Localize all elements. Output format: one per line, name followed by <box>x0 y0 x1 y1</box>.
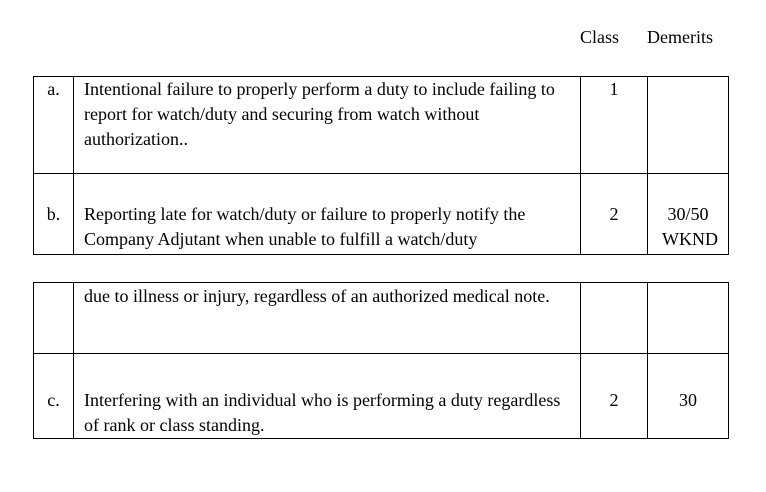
table-row <box>34 354 729 439</box>
row-letter: c. <box>47 390 60 410</box>
row-class: 2 <box>609 204 619 224</box>
row-description: Intentional failure to properly perform a duty to include failing to report for watch/duty and securing from watch without authorization.. <box>74 77 581 174</box>
column-header-demerits: Demerits <box>647 27 713 47</box>
row-letter <box>34 283 73 284</box>
row-demerits <box>648 77 729 174</box>
row-letter: b. <box>46 204 61 224</box>
demerit-table-continued <box>33 282 729 439</box>
demerit-table-top <box>33 76 729 255</box>
row-class <box>581 283 647 284</box>
row-class: 2 <box>609 390 619 410</box>
row-description: Interfering with an individual who is performing a duty regardless of rank or class standing. <box>84 390 561 435</box>
column-header-class: Class <box>580 27 620 47</box>
row-description: due to illness or injury, regardless of an authorized medical note. <box>84 286 550 306</box>
table-row <box>34 283 729 354</box>
table-row <box>34 174 729 255</box>
row-letter: a. <box>34 77 74 174</box>
row-description: Reporting late for watch/duty or failure to properly notify the Company Adjutant when unable to fulfill a watch/duty <box>84 204 526 249</box>
table-row <box>34 77 729 174</box>
row-demerits: 30/50 WKND <box>662 204 718 249</box>
row-class: 1 <box>581 77 648 174</box>
row-demerits: 30 <box>679 390 697 410</box>
row-demerits <box>648 283 728 284</box>
